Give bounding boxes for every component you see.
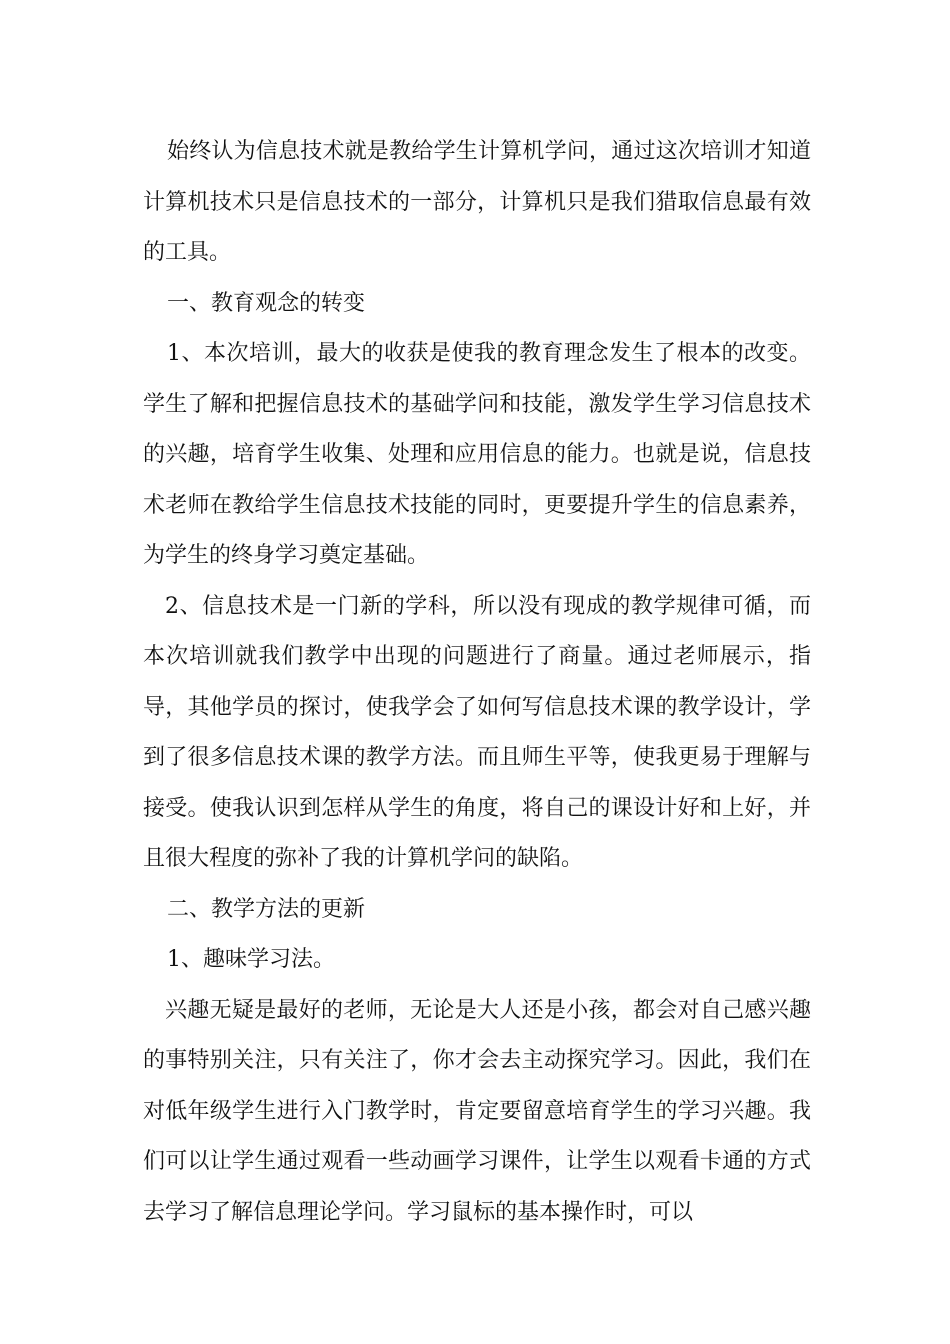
paragraph-new-subject: 2、信息技术是一门新的学科，所以没有现成的教学规律可循，而本次培训就我们教学中出现的问题进行了商量。通过老师展示，指导，其他学员的探讨，使我学会了如何写信息技术课的教学设计，学到了很多信息技术课的教学方法。而且师生平等，使我更易于理解与接受。使我认识到怎样从学生的角度，将自己的课设计好和上好，并且很大程度的弥补了我的计算机学问的缺陷。 — [143, 593, 811, 871]
section-heading-education-concept: 一、教育观念的转变 — [167, 290, 366, 316]
section-heading-teaching-methods: 二、教学方法的更新 — [167, 896, 366, 922]
paragraph-interest: 兴趣无疑是最好的老师，无论是大人还是小孩，都会对自己感兴趣的事特别关注，只有关注了，你才会去主动探究学习。因此，我们在对低年级学生进行入门教学时，肯定要留意培育学生的学习兴趣。我们可以让学生通过观看一些动画学习课件，让学生以观看卡通的方式去学习了解信息理论学问。学习鼠标的基本操作时，可以 — [143, 997, 811, 1225]
paragraph-training-gain: 1、本次培训，最大的收获是使我的教育理念发生了根本的改变。学生了解和把握信息技术的基础学问和技能，激发学生学习信息技术的兴趣，培育学生收集、处理和应用信息的能力。也就是说，信息技术老师在教给学生信息技术技能的同时，更要提升学生的信息素养，为学生的终身学习奠定基础。 — [143, 341, 811, 568]
subheading-fun-learning: 1、趣味学习法。 — [167, 947, 335, 972]
intro-paragraph: 始终认为信息技术就是教给学生计算机学问，通过这次培训才知道计算机技术只是信息技术的一部分，计算机只是我们猎取信息最有效的工具。 — [143, 139, 811, 265]
document-body — [143, 127, 811, 1238]
